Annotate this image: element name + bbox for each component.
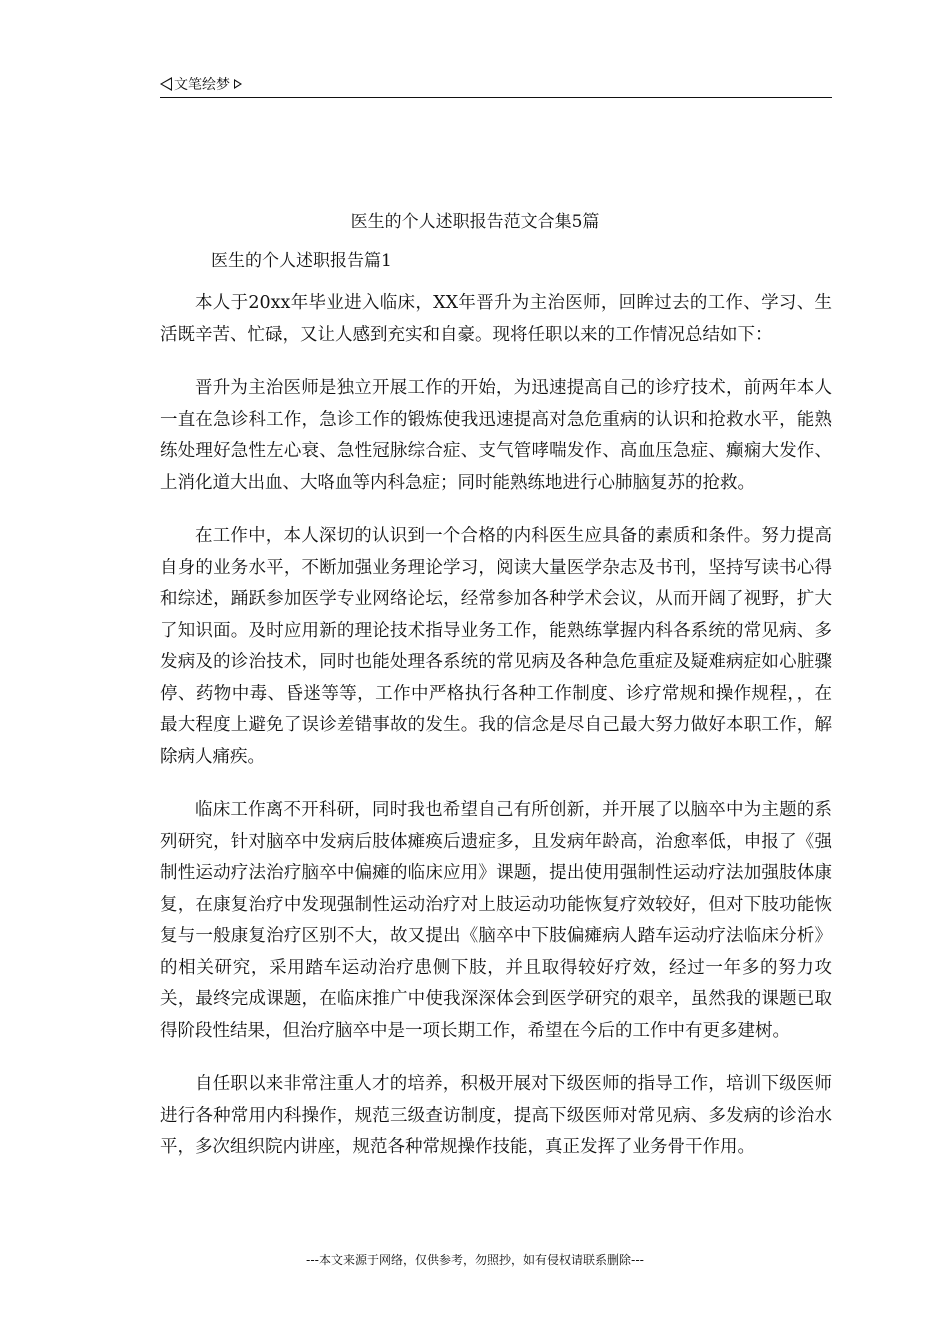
- paragraph: 本人于20xx年毕业进入临床，XX年晋升为主治医师，回眸过去的工作、学习、生活既辛苦、忙碌，又让人感到充实和自豪。现将任职以来的工作情况总结如下：: [160, 293, 832, 345]
- paragraph: 晋升为主治医师是独立开展工作的开始，为迅速提高自己的诊疗技术，前两年本人一直在急诊科工作，急诊工作的锻炼使我迅速提高对急危重病的认识和抢救水平，能熟练处理好急性左心衰、急性冠脉综合症、支气管哮喘发作、高血压急症、癫痫大发作、上消化道大出血、大咯血等内科急症；同时能熟练地进行心肺脑复苏的抢救。: [160, 378, 832, 493]
- left-triangle-icon: [160, 77, 172, 91]
- section-heading: 医生的个人述职报告篇1: [211, 251, 392, 271]
- footer-notice: ---本文来源于网络，仅供参考，勿照抄，如有侵权请联系删除---: [306, 1253, 644, 1267]
- document-body: [160, 288, 832, 1186]
- document-title: 医生的个人述职报告范文合集5篇: [350, 212, 600, 232]
- header-divider: [160, 97, 832, 98]
- right-triangle-icon: [234, 79, 242, 89]
- paragraph: 自任职以来非常注重人才的培养，积极开展对下级医师的指导工作，培训下级医师进行各种常用内科操作，规范三级查访制度，提高下级医师对常见病、多发病的诊治水平，多次组织院内讲座，规范各种常规操作技能，真正发挥了业务骨干作用。: [160, 1074, 832, 1157]
- header-brand: 文笔绘梦: [174, 77, 230, 93]
- paragraph: 在工作中，本人深切的认识到一个合格的内科医生应具备的素质和条件。努力提高自身的业务水平，不断加强业务理论学习，阅读大量医学杂志及书刊，坚持写读书心得和综述，踊跃参加医学专业网络论坛，经常参加各种学术会议，从而开阔了视野，扩大了知识面。及时应用新的理论技术指导业务工作，能熟练掌握内科各系统的常见病、多发病及的诊治技术，同时也能处理各系统的常见病及各种急危重症及疑难病症如心脏骤停、药物中毒、昏迷等等，工作中严格执行各种工作制度、诊疗常规和操作规程，，在最大程度上避免了误诊差错事故的发生。我的信念是尽自己最大努力做好本职工作，解除病人痛疾。: [160, 526, 832, 767]
- header-logo: [160, 74, 242, 94]
- paragraph: 临床工作离不开科研，同时我也希望自己有所创新，并开展了以脑卒中为主题的系列研究，针对脑卒中发病后肢体瘫痪后遗症多，且发病年龄高，治愈率低，申报了《强制性运动疗法治疗脑卒中偏瘫的临床应用》课题，提出使用强制性运动疗法加强肢体康复，在康复治疗中发现强制性运动治疗对上肢运动功能恢复疗效较好，但对下肢功能恢复与一般康复治疗区别不大，故又提出《脑卒中下肢偏瘫病人踏车运动疗法临床分析》的相关研究，采用踏车运动治疗患侧下肢，并且取得较好疗效，经过一年多的努力攻关，最终完成课题，在临床推广中使我深深体会到医学研究的艰辛，虽然我的课题已取得阶段性结果，但治疗脑卒中是一项长期工作，希望在今后的工作中有更多建树。: [160, 800, 832, 1041]
